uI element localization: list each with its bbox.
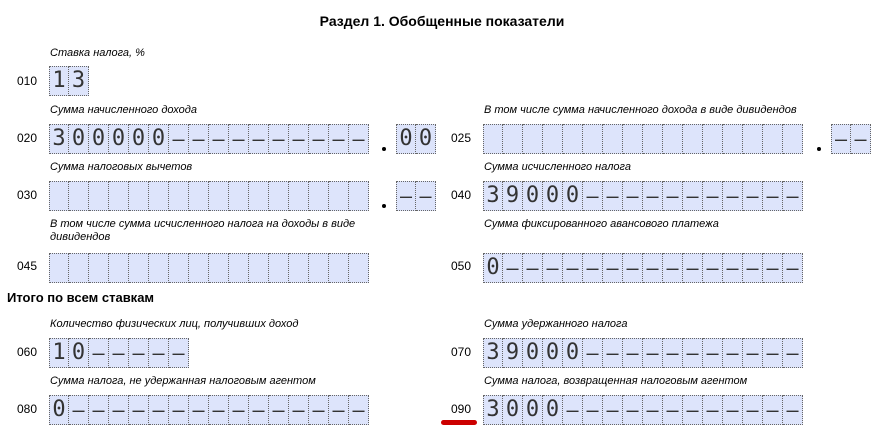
field-020-fraction[interactable] xyxy=(396,124,436,154)
digit-cell xyxy=(89,181,109,211)
digit-cell: – xyxy=(763,253,783,283)
digit-cell: – xyxy=(703,181,723,211)
digit-cell: 3 xyxy=(483,181,503,211)
code-025: 025 xyxy=(451,131,472,145)
digit-cell: – xyxy=(743,395,763,425)
digit-cell: – xyxy=(209,124,229,154)
digit-cell xyxy=(309,181,329,211)
digit-cell: – xyxy=(249,124,269,154)
digit-cell: – xyxy=(189,124,209,154)
digit-cell: – xyxy=(109,395,129,425)
digit-cell: 1 xyxy=(49,66,69,96)
digit-cell xyxy=(149,253,169,283)
digit-cell xyxy=(503,124,523,154)
digit-cell: – xyxy=(69,395,89,425)
highlight-underline xyxy=(441,420,477,425)
digit-cell xyxy=(269,181,289,211)
digit-cell xyxy=(783,124,803,154)
digit-cell xyxy=(229,181,249,211)
field-050[interactable] xyxy=(483,253,803,283)
digit-cell: – xyxy=(743,338,763,368)
digit-cell: – xyxy=(129,338,149,368)
digit-cell: – xyxy=(543,253,563,283)
digit-cell: – xyxy=(289,124,309,154)
digit-cell: 0 xyxy=(89,124,109,154)
digit-cell: 1 xyxy=(49,338,69,368)
digit-cell: 3 xyxy=(483,395,503,425)
digit-cell: – xyxy=(831,124,851,154)
digit-cell: 0 xyxy=(416,124,436,154)
digit-cell: – xyxy=(723,338,743,368)
digit-cell xyxy=(49,181,69,211)
digit-cell: 0 xyxy=(483,253,503,283)
digit-cell: – xyxy=(783,253,803,283)
field-025[interactable] xyxy=(483,124,803,154)
decimal-point xyxy=(817,147,821,151)
digit-cell: – xyxy=(563,395,583,425)
digit-cell: – xyxy=(623,338,643,368)
digit-cell: 0 xyxy=(523,181,543,211)
digit-cell: – xyxy=(523,253,543,283)
digit-cell: – xyxy=(683,253,703,283)
label-020: Сумма начисленного дохода xyxy=(50,104,197,116)
digit-cell xyxy=(249,253,269,283)
digit-cell xyxy=(349,181,369,211)
digit-cell: – xyxy=(683,181,703,211)
digit-cell: 0 xyxy=(129,124,149,154)
digit-cell: – xyxy=(169,338,189,368)
digit-cell xyxy=(289,181,309,211)
digit-cell xyxy=(149,181,169,211)
digit-cell: – xyxy=(851,124,871,154)
digit-cell: 9 xyxy=(503,181,523,211)
digit-cell xyxy=(189,253,209,283)
digit-cell xyxy=(743,124,763,154)
field-080[interactable] xyxy=(49,395,369,425)
digit-cell xyxy=(683,124,703,154)
digit-cell: – xyxy=(89,338,109,368)
digit-cell xyxy=(189,181,209,211)
digit-cell: – xyxy=(623,395,643,425)
digit-cell xyxy=(49,253,69,283)
digit-cell: – xyxy=(623,181,643,211)
digit-cell xyxy=(89,253,109,283)
digit-cell: – xyxy=(763,181,783,211)
digit-cell xyxy=(483,124,503,154)
section-title: Раздел 1. Обобщенные показатели xyxy=(319,13,565,29)
digit-cell: – xyxy=(583,181,603,211)
digit-cell: – xyxy=(683,338,703,368)
digit-cell: 0 xyxy=(543,181,563,211)
digit-cell xyxy=(169,253,189,283)
digit-cell: 0 xyxy=(523,338,543,368)
digit-cell: 0 xyxy=(396,124,416,154)
digit-cell: – xyxy=(723,253,743,283)
digit-cell: 0 xyxy=(503,395,523,425)
digit-cell xyxy=(329,181,349,211)
digit-cell: – xyxy=(396,181,416,211)
digit-cell: 0 xyxy=(563,181,583,211)
digit-cell: 0 xyxy=(523,395,543,425)
digit-cell: – xyxy=(603,395,623,425)
digit-cell: – xyxy=(643,338,663,368)
label-090: Сумма налога, возвращенная налоговым агентом xyxy=(484,375,748,387)
digit-cell xyxy=(583,124,603,154)
digit-cell: – xyxy=(229,124,249,154)
digit-cell xyxy=(109,253,129,283)
digit-cell: – xyxy=(209,395,229,425)
digit-cell xyxy=(69,181,89,211)
digit-cell: – xyxy=(643,395,663,425)
field-010[interactable] xyxy=(49,66,89,96)
code-045: 045 xyxy=(17,259,38,273)
digit-cell: – xyxy=(783,181,803,211)
digit-cell: 3 xyxy=(49,124,69,154)
digit-cell: – xyxy=(743,181,763,211)
digit-cell: – xyxy=(309,395,329,425)
section-subtitle: Итого по всем ставкам xyxy=(7,290,155,305)
digit-cell: 9 xyxy=(503,338,523,368)
digit-cell: – xyxy=(603,338,623,368)
code-050: 050 xyxy=(451,259,472,273)
label-060: Количество физических лиц, получивших доход xyxy=(50,318,299,330)
digit-cell: – xyxy=(763,338,783,368)
digit-cell: – xyxy=(583,338,603,368)
digit-cell: – xyxy=(623,253,643,283)
digit-cell: – xyxy=(723,395,743,425)
field-020[interactable] xyxy=(49,124,369,154)
digit-cell xyxy=(603,124,623,154)
digit-cell: – xyxy=(309,124,329,154)
digit-cell: – xyxy=(563,253,583,283)
digit-cell: – xyxy=(663,338,683,368)
digit-cell: – xyxy=(703,253,723,283)
digit-cell: – xyxy=(643,253,663,283)
field-060[interactable] xyxy=(49,338,189,368)
digit-cell xyxy=(543,124,563,154)
digit-cell: – xyxy=(703,395,723,425)
digit-cell: – xyxy=(149,338,169,368)
digit-cell: – xyxy=(603,181,623,211)
field-040[interactable] xyxy=(483,181,803,211)
digit-cell xyxy=(289,253,309,283)
digit-cell: – xyxy=(269,124,289,154)
digit-cell xyxy=(763,124,783,154)
digit-cell xyxy=(309,253,329,283)
code-020: 020 xyxy=(17,131,38,145)
digit-cell: – xyxy=(583,253,603,283)
digit-cell: – xyxy=(783,338,803,368)
digit-cell: – xyxy=(663,181,683,211)
digit-cell: 3 xyxy=(69,66,89,96)
digit-cell: – xyxy=(109,338,129,368)
digit-cell: – xyxy=(189,395,209,425)
digit-cell: – xyxy=(329,395,349,425)
digit-cell xyxy=(169,181,189,211)
digit-cell: 0 xyxy=(69,124,89,154)
digit-cell: – xyxy=(289,395,309,425)
digit-cell: 0 xyxy=(543,395,563,425)
code-040: 040 xyxy=(451,188,472,202)
digit-cell: 3 xyxy=(483,338,503,368)
digit-cell: 0 xyxy=(543,338,563,368)
digit-cell: 0 xyxy=(49,395,69,425)
label-070: Сумма удержанного налога xyxy=(484,318,628,330)
digit-cell: 0 xyxy=(109,124,129,154)
code-010: 010 xyxy=(17,74,38,88)
digit-cell: – xyxy=(683,395,703,425)
digit-cell xyxy=(623,124,643,154)
digit-cell: 0 xyxy=(563,338,583,368)
digit-cell xyxy=(229,253,249,283)
digit-cell xyxy=(523,124,543,154)
digit-cell: – xyxy=(703,338,723,368)
digit-cell: – xyxy=(229,395,249,425)
digit-cell xyxy=(109,181,129,211)
digit-cell: – xyxy=(169,124,189,154)
code-080: 080 xyxy=(17,402,38,416)
digit-cell xyxy=(209,253,229,283)
digit-cell xyxy=(129,181,149,211)
code-090: 090 xyxy=(451,402,472,416)
digit-cell: – xyxy=(89,395,109,425)
digit-cell: – xyxy=(169,395,189,425)
digit-cell xyxy=(643,124,663,154)
label-025: В том числе сумма начисленного дохода в виде дивидендов xyxy=(484,104,797,116)
digit-cell: – xyxy=(349,124,369,154)
field-030[interactable] xyxy=(49,181,369,211)
digit-cell: – xyxy=(249,395,269,425)
digit-cell: – xyxy=(329,124,349,154)
digit-cell: – xyxy=(783,395,803,425)
digit-cell xyxy=(563,124,583,154)
digit-cell: 0 xyxy=(69,338,89,368)
digit-cell: – xyxy=(349,395,369,425)
label-045: В том числе сумма исчисленного налога на доходы в виде дивидендов xyxy=(50,218,356,243)
digit-cell xyxy=(269,253,289,283)
digit-cell xyxy=(329,253,349,283)
digit-cell: – xyxy=(603,253,623,283)
digit-cell xyxy=(663,124,683,154)
decimal-point xyxy=(382,147,386,151)
digit-cell: – xyxy=(663,253,683,283)
digit-cell: – xyxy=(503,253,523,283)
digit-cell: – xyxy=(583,395,603,425)
field-045[interactable] xyxy=(49,253,369,283)
digit-cell xyxy=(209,181,229,211)
digit-cell xyxy=(129,253,149,283)
digit-cell: – xyxy=(643,181,663,211)
digit-cell xyxy=(249,181,269,211)
digit-cell: – xyxy=(149,395,169,425)
digit-cell: – xyxy=(269,395,289,425)
digit-cell: 0 xyxy=(149,124,169,154)
label-040: Сумма исчисленного налога xyxy=(484,161,631,173)
digit-cell: – xyxy=(763,395,783,425)
label-010: Ставка налога, % xyxy=(50,47,145,59)
digit-cell: – xyxy=(723,181,743,211)
code-060: 060 xyxy=(17,345,38,359)
label-080: Сумма налога, не удержанная налоговым агентом xyxy=(50,375,316,387)
digit-cell: – xyxy=(663,395,683,425)
field-025-fraction[interactable] xyxy=(831,124,871,154)
decimal-point xyxy=(382,204,386,208)
digit-cell xyxy=(723,124,743,154)
code-030: 030 xyxy=(17,188,38,202)
field-030-fraction[interactable] xyxy=(396,181,436,211)
digit-cell xyxy=(703,124,723,154)
digit-cell: – xyxy=(129,395,149,425)
label-030: Сумма налоговых вычетов xyxy=(50,161,193,173)
digit-cell xyxy=(69,253,89,283)
field-070[interactable] xyxy=(483,338,803,368)
code-070: 070 xyxy=(451,345,472,359)
digit-cell: – xyxy=(416,181,436,211)
digit-cell: – xyxy=(743,253,763,283)
field-090[interactable] xyxy=(483,395,803,425)
label-050: Сумма фиксированного авансового платежа xyxy=(484,218,719,230)
digit-cell xyxy=(349,253,369,283)
